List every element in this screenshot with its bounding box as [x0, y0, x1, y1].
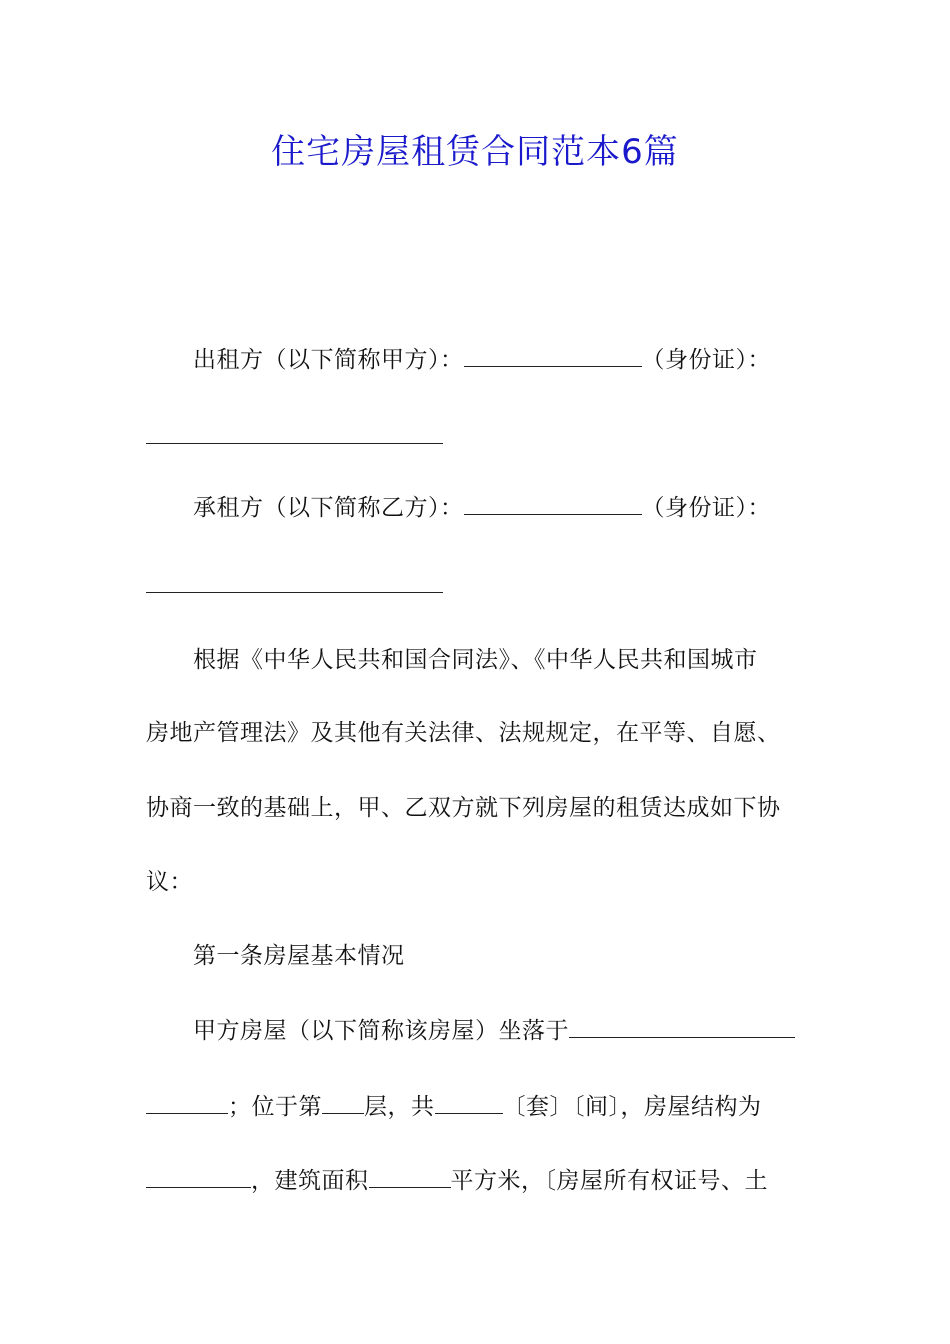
- lessor-line: [193, 344, 771, 376]
- area-blank: [369, 1165, 451, 1188]
- lessee-id-blank: [146, 592, 443, 593]
- preamble-line-4: 议：: [146, 869, 193, 895]
- property-location-blank-cont: [146, 1091, 228, 1114]
- lessor-name-blank: [464, 344, 642, 367]
- lessee-line: [193, 492, 771, 524]
- article-1-heading: 第一条房屋基本情况: [193, 943, 405, 969]
- floor-label: ；位于第: [228, 1094, 322, 1120]
- structure-label: 〔套〕〔间〕，房屋结构为: [502, 1094, 762, 1120]
- total-label: 层，共: [364, 1094, 435, 1120]
- area-label: ，建筑面积: [251, 1168, 369, 1194]
- article-1-line-3: [146, 1165, 768, 1197]
- lessee-id-label: （身份证）：: [641, 495, 771, 521]
- structure-blank: [146, 1165, 251, 1188]
- lessor-id-label: （身份证）：: [641, 347, 771, 373]
- document-title: 住宅房屋租赁合同范本6篇: [271, 132, 679, 172]
- property-location-label: 甲方房屋（以下简称该房屋）坐落于: [193, 1018, 569, 1044]
- preamble-line-1: 根据《中华人民共和国合同法》、《中华人民共和国城市: [193, 647, 758, 673]
- area-unit-label: 平方米，〔房屋所有权证号、土: [450, 1168, 768, 1194]
- preamble-line-2: 房地产管理法》及其他有关法律、法规规定，在平等、自愿、: [146, 720, 781, 746]
- lessor-label: 出租方（以下简称甲方）：: [193, 347, 464, 373]
- floor-blank: [322, 1091, 364, 1114]
- lessor-id-blank: [146, 443, 443, 444]
- lessee-label: 承租方（以下简称乙方）：: [193, 495, 464, 521]
- units-blank: [435, 1091, 503, 1114]
- article-1-line-2: [146, 1091, 762, 1123]
- preamble-line-3: 协商一致的基础上，甲、乙双方就下列房屋的租赁达成如下协: [146, 795, 781, 821]
- property-location-blank: [569, 1015, 795, 1038]
- lessee-name-blank: [464, 492, 642, 515]
- article-1-line-1: [193, 1015, 795, 1047]
